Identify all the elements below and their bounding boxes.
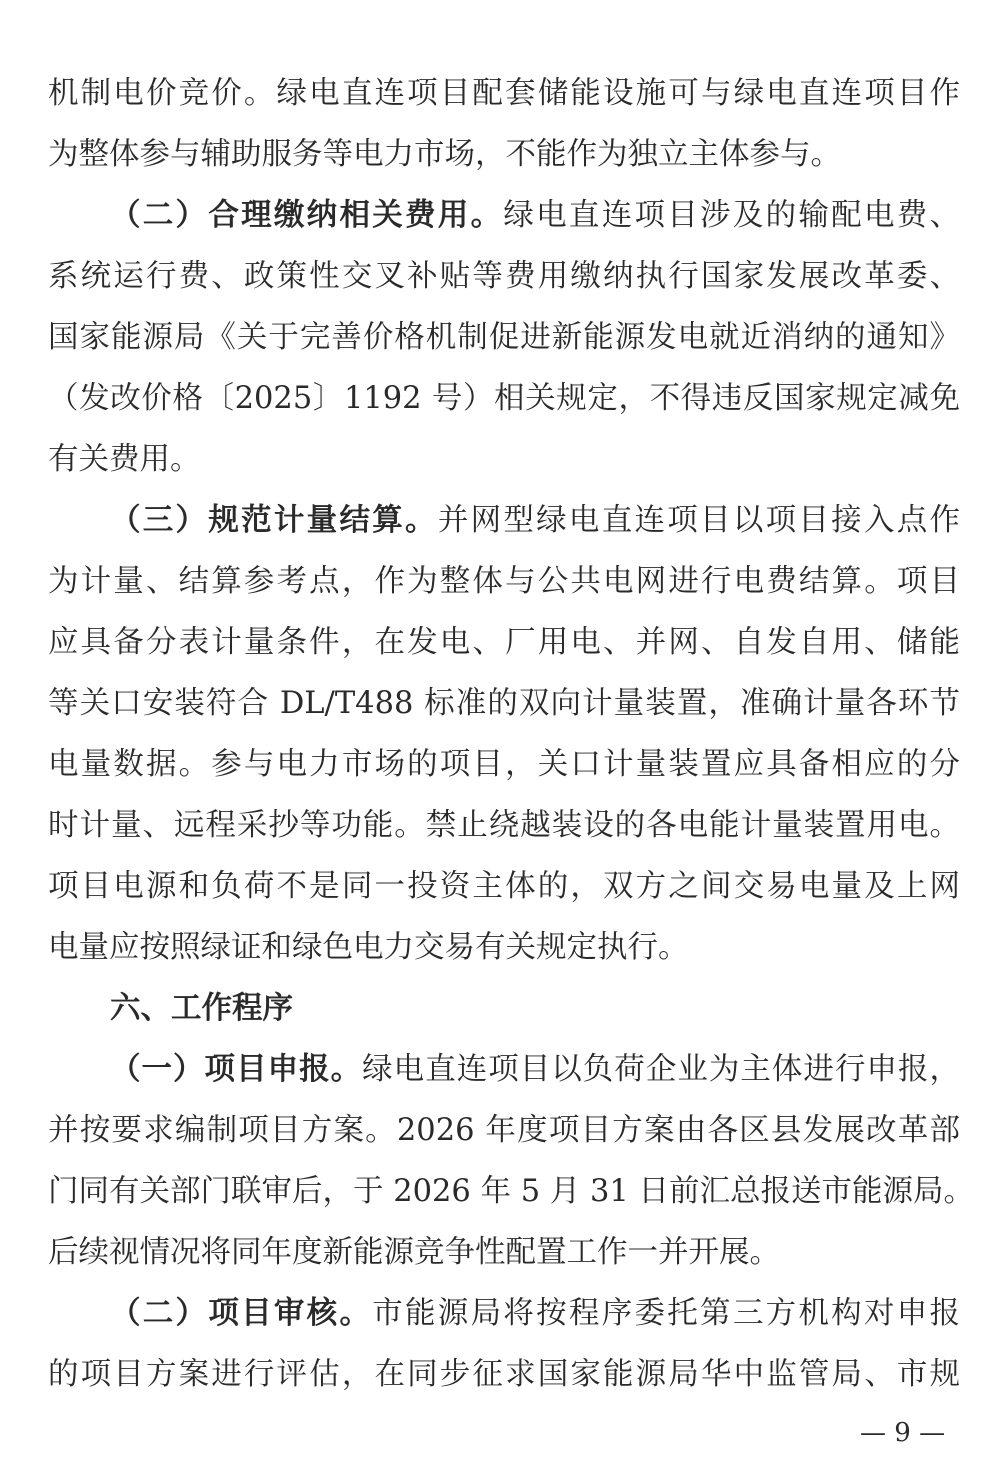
clause-text: 绿电直连项目涉及的输配电费、 — [503, 198, 960, 233]
text-line: 系统运行费、政策性交叉补贴等费用缴纳执行国家发展改革委、 — [48, 259, 960, 294]
text-line: 电量应按照绿证和绿色电力交易有关规定执行。 — [48, 930, 689, 965]
paragraph-first-line — [48, 490, 960, 551]
section-heading: 六、工作程序 — [110, 990, 293, 1026]
clause-heading: （二）合理缴纳相关费用。 — [110, 197, 504, 233]
text-line: 门同有关部门联审后，于 2026 年 5 月 31 日前汇总报送市能源局。 — [48, 1174, 975, 1209]
text-line: 应具备分表计量条件，在发电、厂用电、并网、自发自用、储能 — [48, 625, 960, 660]
clause-heading: （二）项目审核。 — [110, 1295, 373, 1331]
clause-text: 绿电直连项目以负荷企业为主体进行申报， — [362, 1052, 961, 1087]
text-line: 项目电源和负荷不是同一投资主体的，双方之间交易电量及上网 — [48, 869, 960, 904]
document-body — [48, 63, 975, 1405]
text-line: 有关费用。 — [48, 442, 201, 477]
clause-text: 并网型绿电直连项目以项目接入点作 — [437, 503, 961, 538]
text-line: 为计量、结算参考点，作为整体与公共电网进行电费结算。项目 — [48, 564, 960, 599]
paragraph-first-line — [48, 1283, 960, 1344]
clause-heading: （一）项目申报。 — [110, 1051, 363, 1087]
text-line: 后续视情况将同年度新能源竞争性配置工作一并开展。 — [48, 1235, 780, 1270]
text-line: 为整体参与辅助服务等电力市场，不能作为独立主体参与。 — [48, 137, 841, 172]
paragraph-first-line — [48, 1039, 960, 1100]
clause-heading: （三）规范计量结算。 — [110, 502, 438, 538]
page-number: — 9 — — [860, 1418, 946, 1448]
text-line: （发改价格〔2025〕1192 号）相关规定，不得违反国家规定减免 — [48, 381, 960, 416]
text-line: 等关口安装符合 DL/T488 标准的双向计量装置，准确计量各环节 — [48, 686, 960, 721]
text-line: 并按要求编制项目方案。2026 年度项目方案由各区县发展改革部 — [48, 1113, 960, 1148]
paragraph-first-line — [48, 185, 960, 246]
text-line: 电量数据。参与电力市场的项目，关口计量装置应具备相应的分 — [48, 747, 960, 782]
clause-text: 市能源局将按程序委托第三方机构对申报 — [372, 1296, 961, 1331]
text-line: 机制电价竞价。绿电直连项目配套储能设施可与绿电直连项目作 — [48, 76, 960, 111]
text-line: 国家能源局《关于完善价格机制促进新能源发电就近消纳的通知》 — [48, 320, 960, 355]
text-line: 的项目方案进行评估，在同步征求国家能源局华中监管局、市规 — [48, 1357, 960, 1392]
text-line: 时计量、远程采抄等功能。禁止绕越装设的各电能计量装置用电。 — [48, 808, 960, 843]
